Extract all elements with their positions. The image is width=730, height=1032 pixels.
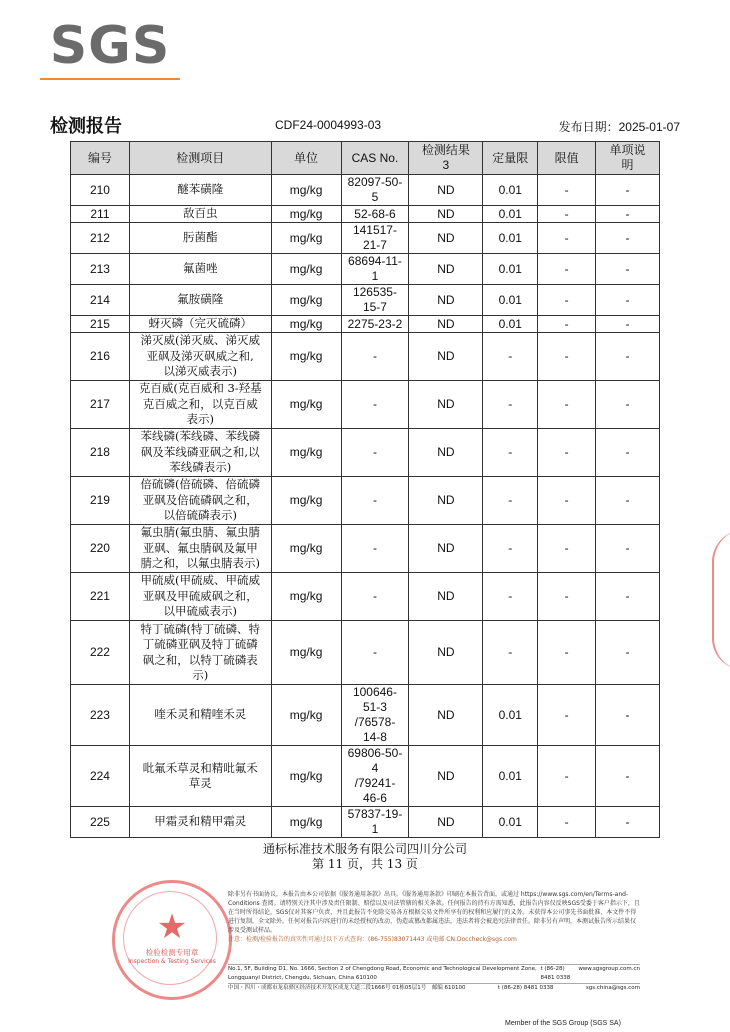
- stamp-text: 检验检测专用章: [145, 948, 199, 957]
- tel-en: t (86-28) 8481 0338: [540, 966, 571, 981]
- disclaimer-text: 除非另有书面协议，本报告由本公司依据《服务通用条款》出具。《服务通用条款》印刷在本报告背面，或通过 https://www.sgs.com/en/Terms-and-Conditions 查阅。请特别关注其中涉及责任限制、赔偿以及司法管辖的相关条款。任何报告的持有方需知悉，此报告内容仅反映SGS受委于客户指示下，且在当时所得结论，SGS仅对其客户负责，并且此报告不免除交易各方根据交易文件所享有的权利和应履行的义务。未获得本公司事先书面批准，本文件不得进行复制，全文除外。任何对报告内容进行的未经授权的改动、伪造或篡改都属违法，违法者将会被追究法律责任。除非另有声明，本测试报告所示结果仅涉及受测试样品。: [228, 891, 640, 934]
- table-row: [71, 685, 660, 746]
- cell-loq: 0.01: [483, 685, 538, 746]
- address-en: No.1, 5F, Building D1, No. 1666, Section 2 of Chengdong Road, Economic and Technological Development Zone, Longquanyi District, Chengdu, Sichuan, China 610100: [228, 966, 537, 981]
- cell-cas: 57837-19- 1: [341, 807, 409, 838]
- col-header: 限值: [538, 142, 596, 175]
- col-header: 单项说 明: [596, 142, 660, 175]
- cell-limit: -: [538, 381, 596, 429]
- company-name: 通标标准技术服务有限公司四川分公司: [262, 842, 467, 856]
- cell-loq: 0.01: [483, 254, 538, 285]
- cell-result: ND: [409, 525, 483, 573]
- cell-item: 肟菌酯: [129, 223, 271, 254]
- cell-note: -: [596, 525, 660, 573]
- table-row: [71, 285, 660, 316]
- cell-result: ND: [409, 429, 483, 477]
- member-line: Member of the SGS Group (SGS SA): [505, 1020, 621, 1027]
- cell-loq: -: [483, 525, 538, 573]
- cell-cas: -: [341, 429, 409, 477]
- cell-no: 219: [71, 477, 130, 525]
- results-table: [70, 141, 660, 838]
- table-row: [71, 477, 660, 525]
- cell-result: ND: [409, 175, 483, 206]
- cell-result: ND: [409, 254, 483, 285]
- table-row: [71, 175, 660, 206]
- address-row-en: [228, 964, 640, 983]
- cell-result: ND: [409, 477, 483, 525]
- cell-limit: -: [538, 316, 596, 333]
- star-icon: ★: [156, 907, 188, 947]
- cell-unit: mg/kg: [271, 685, 341, 746]
- cell-loq: -: [483, 381, 538, 429]
- col-header: 检测项目: [129, 142, 271, 175]
- cell-unit: mg/kg: [271, 573, 341, 621]
- cell-item: 倍硫磷(倍硫磷、倍硫磷 亚砜及倍硫磷砜之和， 以倍硫磷表示): [129, 477, 271, 525]
- cell-item: 喹禾灵和精喹禾灵: [129, 685, 271, 746]
- cell-loq: 0.01: [483, 316, 538, 333]
- table-row: [71, 223, 660, 254]
- cell-loq: -: [483, 621, 538, 685]
- cell-item: 氟虫腈(氟虫腈、氟虫腈 亚砜、氟虫腈砜及氟甲 腈之和，以氟虫腈表示): [129, 525, 271, 573]
- table-header-row: [71, 142, 660, 175]
- cell-no: 216: [71, 333, 130, 381]
- cell-cas: 2275-23-2: [341, 316, 409, 333]
- col-header: 编号: [71, 142, 130, 175]
- address-cn: 中国・四川・成都市龙泉驿区经济技术开发区成龙大道二段1666号 01栋05层1号 邮编 610100: [228, 985, 466, 991]
- disclaimer: [228, 890, 640, 944]
- cell-no: 221: [71, 573, 130, 621]
- cell-no: 214: [71, 285, 130, 316]
- cell-item: 氟胺磺隆: [129, 285, 271, 316]
- cell-limit: -: [538, 573, 596, 621]
- cell-result: ND: [409, 573, 483, 621]
- table-row: [71, 316, 660, 333]
- table-row: [71, 254, 660, 285]
- cell-cas: 141517- 21-7: [341, 223, 409, 254]
- cell-result: ND: [409, 685, 483, 746]
- cell-limit: -: [538, 685, 596, 746]
- verification-note: 注意：检测/检验报告的真实性可通过以下方式查询：(86-755)83071443 或电邮 CN.Doccheck@sgs.com: [228, 936, 517, 943]
- cell-item: 氟菌唑: [129, 254, 271, 285]
- cell-result: ND: [409, 206, 483, 223]
- cell-cas: -: [341, 477, 409, 525]
- cell-cas: 82097-50- 5: [341, 175, 409, 206]
- address-row-cn: [228, 983, 640, 993]
- page-number: 第 11 页，共 13 页: [312, 857, 418, 871]
- cell-item: 克百威(克百威和 3-羟基 克百威之和，以克百威 表示): [129, 381, 271, 429]
- cell-loq: 0.01: [483, 175, 538, 206]
- cell-note: -: [596, 807, 660, 838]
- address-block: [228, 964, 640, 993]
- web-cn: sgs.china@sgs.com: [585, 985, 640, 991]
- cell-note: -: [596, 746, 660, 807]
- cell-loq: 0.01: [483, 223, 538, 254]
- cell-note: -: [596, 316, 660, 333]
- cell-cas: -: [341, 573, 409, 621]
- cell-limit: -: [538, 254, 596, 285]
- cell-no: 220: [71, 525, 130, 573]
- cell-note: -: [596, 477, 660, 525]
- cell-unit: mg/kg: [271, 175, 341, 206]
- cell-result: ND: [409, 381, 483, 429]
- cell-note: -: [596, 254, 660, 285]
- cell-note: -: [596, 285, 660, 316]
- cell-no: 211: [71, 206, 130, 223]
- cell-unit: mg/kg: [271, 223, 341, 254]
- cell-no: 215: [71, 316, 130, 333]
- cell-no: 224: [71, 746, 130, 807]
- page-footer: [0, 842, 730, 872]
- cell-item: 敌百虫: [129, 206, 271, 223]
- cell-unit: mg/kg: [271, 525, 341, 573]
- cell-cas: -: [341, 525, 409, 573]
- table-row: [71, 333, 660, 381]
- cell-note: -: [596, 429, 660, 477]
- tel-cn: t (86-28) 8481 0338: [497, 985, 554, 991]
- cell-unit: mg/kg: [271, 807, 341, 838]
- cell-loq: -: [483, 477, 538, 525]
- cell-item: 甲硫威(甲硫威、甲硫威 亚砜及甲硫威砜之和， 以甲硫威表示): [129, 573, 271, 621]
- table-row: [71, 807, 660, 838]
- web-en: www.sgsgroup.com.cn: [578, 966, 640, 972]
- table-row: [71, 381, 660, 429]
- cell-result: ND: [409, 333, 483, 381]
- cell-no: 218: [71, 429, 130, 477]
- col-header: 单位: [271, 142, 341, 175]
- cell-cas: -: [341, 621, 409, 685]
- cell-limit: -: [538, 525, 596, 573]
- stamp-subtext: Inspection & Testing Services: [128, 958, 216, 965]
- cell-limit: -: [538, 477, 596, 525]
- cell-unit: mg/kg: [271, 429, 341, 477]
- cell-result: ND: [409, 285, 483, 316]
- sgs-logo-text: SGS: [49, 16, 171, 76]
- cell-item: 特丁硫磷(特丁硫磷、特 丁硫磷亚砜及特丁硫磷 砜之和，以特丁硫磷表 示): [129, 621, 271, 685]
- cell-item: 甲霜灵和精甲霜灵: [129, 807, 271, 838]
- cell-result: ND: [409, 316, 483, 333]
- col-header: 检测结果 3: [409, 142, 483, 175]
- cell-note: -: [596, 685, 660, 746]
- cell-cas: 69806-50- 4 /79241- 46-6: [341, 746, 409, 807]
- table-row: [71, 429, 660, 477]
- table-row: [71, 525, 660, 573]
- table-row: [71, 573, 660, 621]
- cell-cas: 52-68-6: [341, 206, 409, 223]
- cell-unit: mg/kg: [271, 333, 341, 381]
- cell-cas: -: [341, 333, 409, 381]
- cell-note: -: [596, 223, 660, 254]
- col-header: 定量限: [483, 142, 538, 175]
- report-date: 发布日期：2025-01-07: [558, 120, 680, 134]
- cell-unit: mg/kg: [271, 381, 341, 429]
- cell-result: ND: [409, 746, 483, 807]
- cell-limit: -: [538, 223, 596, 254]
- cell-limit: -: [538, 285, 596, 316]
- cell-cas: 68694-11- 1: [341, 254, 409, 285]
- table-body: [71, 175, 660, 838]
- cell-unit: mg/kg: [271, 477, 341, 525]
- cell-no: 217: [71, 381, 130, 429]
- cell-no: 222: [71, 621, 130, 685]
- report-header: [50, 112, 680, 136]
- report-title: 检测报告: [50, 116, 122, 137]
- cell-result: ND: [409, 621, 483, 685]
- cell-limit: -: [538, 429, 596, 477]
- cell-no: 213: [71, 254, 130, 285]
- cell-no: 212: [71, 223, 130, 254]
- cell-loq: 0.01: [483, 206, 538, 223]
- cell-note: -: [596, 206, 660, 223]
- cell-limit: -: [538, 206, 596, 223]
- cell-limit: -: [538, 333, 596, 381]
- cell-limit: -: [538, 621, 596, 685]
- cell-no: 210: [71, 175, 130, 206]
- cell-unit: mg/kg: [271, 621, 341, 685]
- cell-note: -: [596, 333, 660, 381]
- cell-item: 涕灭威(涕灭威、涕灭威 亚砜及涕灭砜威之和, 以涕灭威表示): [129, 333, 271, 381]
- cell-unit: mg/kg: [271, 254, 341, 285]
- cell-item: 醚苯磺隆: [129, 175, 271, 206]
- official-stamp: [112, 880, 232, 1000]
- cell-limit: -: [538, 746, 596, 807]
- side-seal-stamp: [712, 530, 730, 670]
- table-row: [71, 746, 660, 807]
- cell-loq: -: [483, 573, 538, 621]
- cell-note: -: [596, 175, 660, 206]
- cell-unit: mg/kg: [271, 285, 341, 316]
- col-header: CAS No.: [341, 142, 409, 175]
- cell-unit: mg/kg: [271, 206, 341, 223]
- cell-unit: mg/kg: [271, 316, 341, 333]
- cell-item: 吡氟禾草灵和精吡氟禾 草灵: [129, 746, 271, 807]
- cell-cas: 126535- 15-7: [341, 285, 409, 316]
- cell-loq: 0.01: [483, 285, 538, 316]
- report-number: CDF24-0004993-03: [275, 118, 382, 132]
- cell-cas: -: [341, 381, 409, 429]
- cell-loq: -: [483, 333, 538, 381]
- cell-result: ND: [409, 223, 483, 254]
- cell-loq: -: [483, 429, 538, 477]
- logo-underline: [40, 78, 180, 80]
- sgs-logo: [40, 18, 180, 82]
- cell-note: -: [596, 573, 660, 621]
- cell-cas: 100646- 51-3 /76578- 14-8: [341, 685, 409, 746]
- cell-result: ND: [409, 807, 483, 838]
- cell-item: 蚜灭磷（完灭硫磷）: [129, 316, 271, 333]
- cell-no: 225: [71, 807, 130, 838]
- cell-unit: mg/kg: [271, 746, 341, 807]
- cell-note: -: [596, 381, 660, 429]
- cell-limit: -: [538, 175, 596, 206]
- cell-loq: 0.01: [483, 807, 538, 838]
- cell-limit: -: [538, 807, 596, 838]
- table-row: [71, 206, 660, 223]
- cell-loq: 0.01: [483, 746, 538, 807]
- cell-item: 苯线磷(苯线磷、苯线磷 砜及苯线磷亚砜之和,以 苯线磷表示): [129, 429, 271, 477]
- cell-no: 223: [71, 685, 130, 746]
- cell-note: -: [596, 621, 660, 685]
- table-row: [71, 621, 660, 685]
